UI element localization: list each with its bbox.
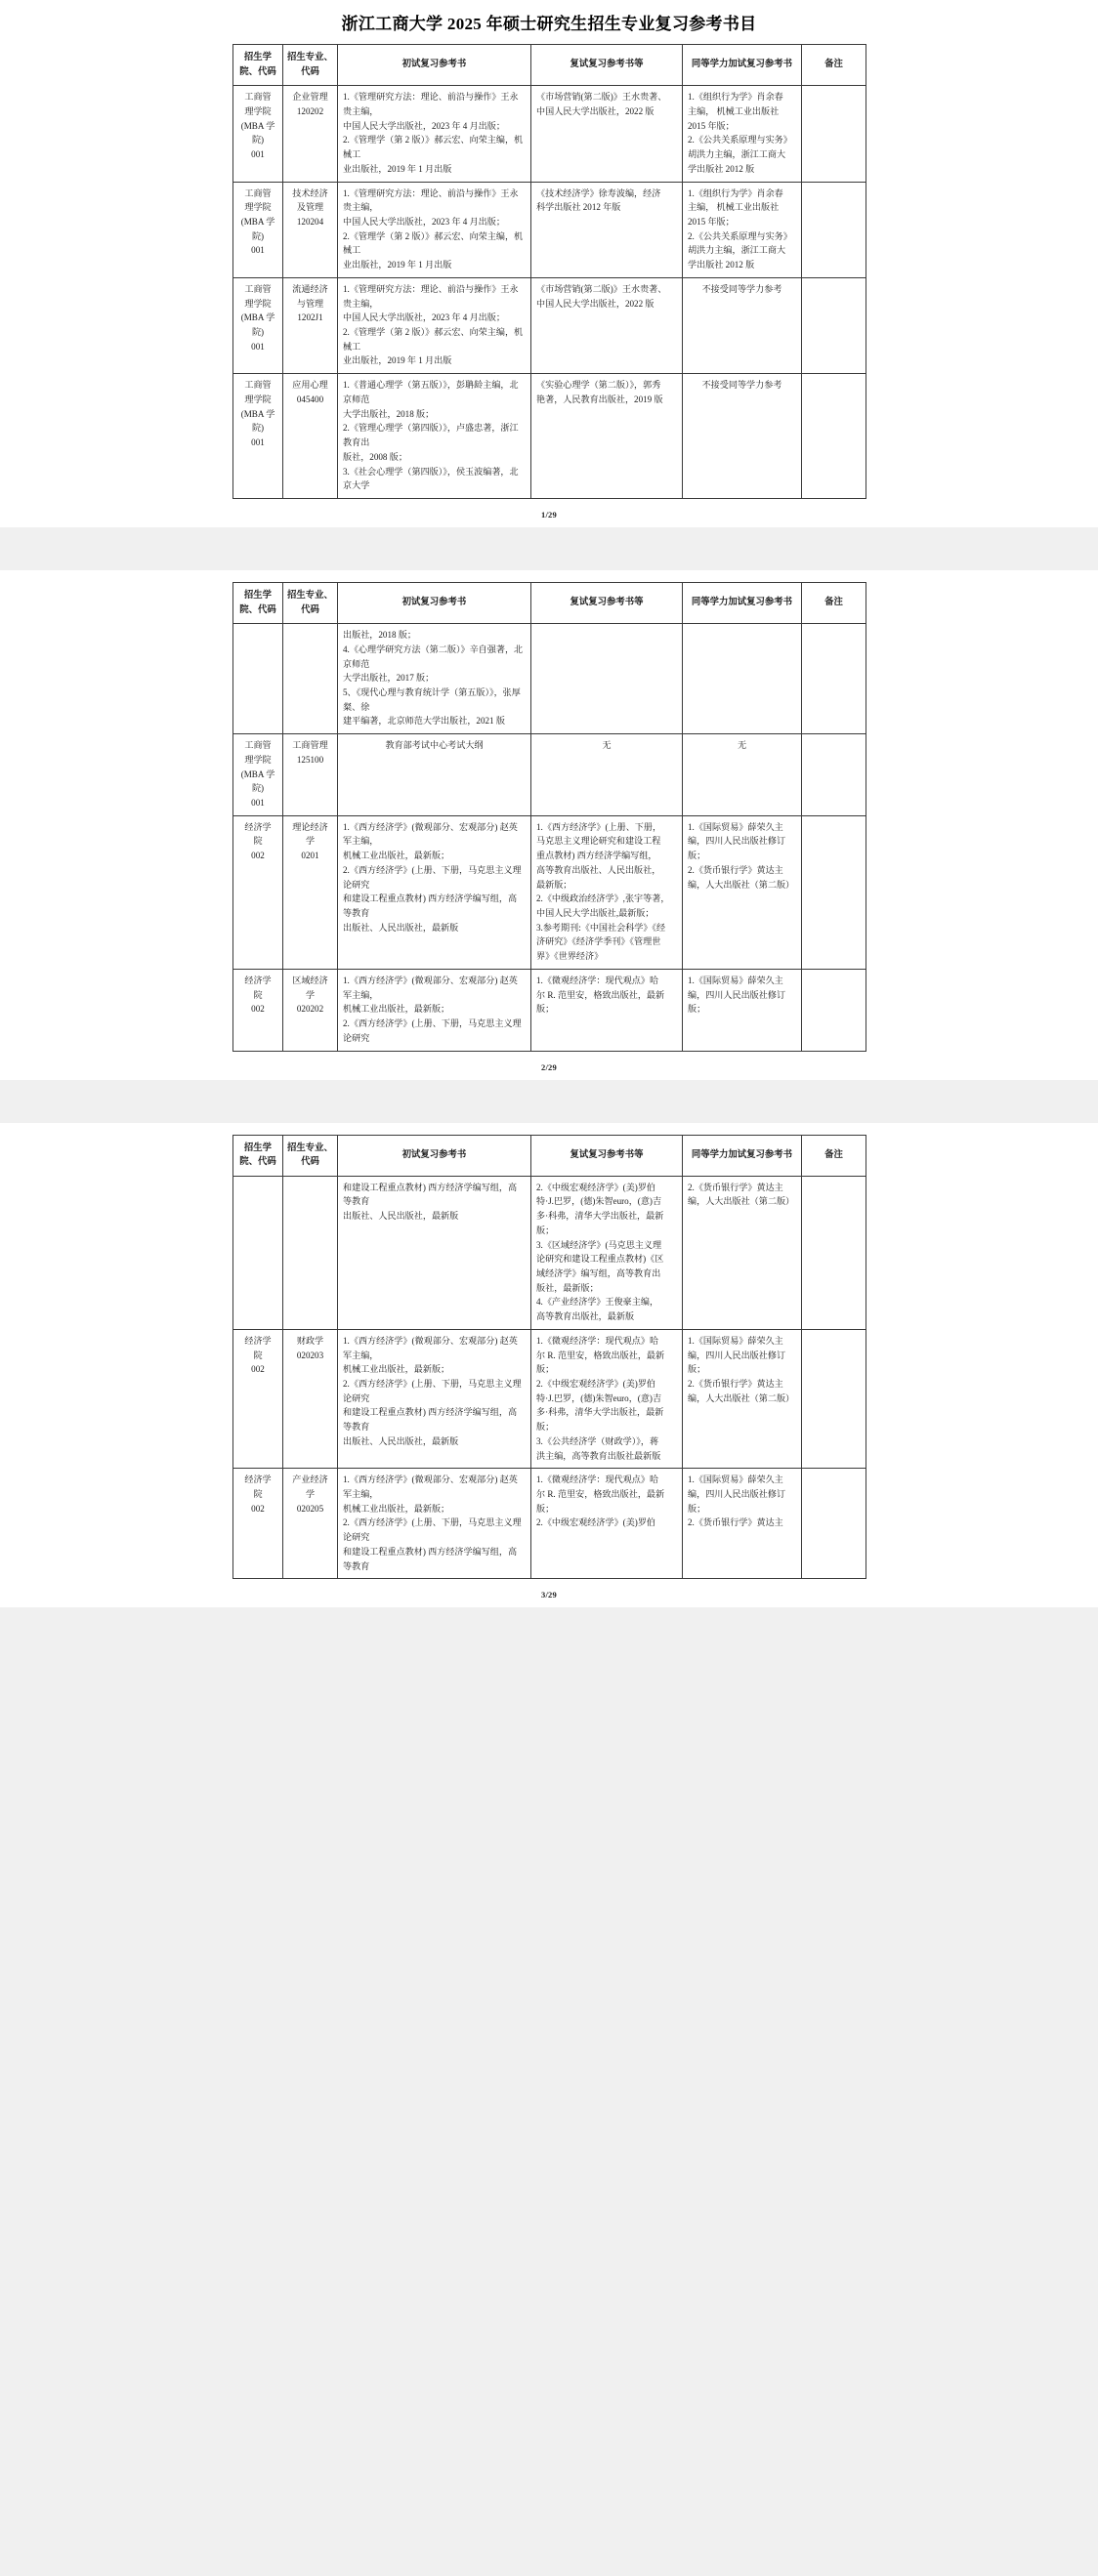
cell-line: 洪主编，高等教育出版社最新版 xyxy=(536,1450,661,1461)
cell-line: 特·J.巴罗，(德)朱智euro，(意)吉 xyxy=(536,1196,662,1207)
cell-college xyxy=(233,86,283,182)
cell-line: 001 xyxy=(251,341,265,352)
cell-line: 主编， 机械工业出版社 xyxy=(688,202,780,213)
cell-line: 不接受同等学力参考 xyxy=(701,283,782,294)
cell-line: 1.《西方经济学》(微观部分、宏观部分) 赵英军主编， xyxy=(343,821,518,847)
cell-line: 工商管 xyxy=(244,187,272,198)
cell-line: 中国人民大学出版社，2022 版 xyxy=(536,105,655,116)
cell-line: 2.《管理学（第 2 版）》郝云宏、向荣主编，机械工 xyxy=(343,135,524,160)
cell-major xyxy=(283,86,338,182)
cell-line: 002 xyxy=(251,1364,265,1375)
cell-line: 编，人大出版社（第二版） xyxy=(688,1392,795,1403)
cell-line: 理学院 xyxy=(244,105,272,116)
cell-exam1-books xyxy=(338,86,531,182)
document-page xyxy=(0,0,1098,527)
cell-equivalent-books xyxy=(683,182,802,277)
cell-note xyxy=(802,1329,866,1468)
cell-line: 重点教材) 西方经济学编写组， xyxy=(536,851,657,861)
header-note: 备注 xyxy=(802,45,866,86)
cell-line: 机械工业出版社，最新版； xyxy=(343,1004,450,1015)
cell-line: 版； xyxy=(536,1004,555,1015)
cell-line: 001 xyxy=(251,149,265,160)
page-number: 1/29 xyxy=(541,509,557,519)
header-exam1: 初试复习参考书 xyxy=(338,1135,531,1176)
cell-line: 尔 R. 范里安，格致出版社，最新 xyxy=(536,1350,665,1360)
cell-line: 应用心理 xyxy=(292,380,328,391)
cell-line: 业出版社，2019 年 1 月出版 xyxy=(343,163,452,174)
cell-line: 经济学 xyxy=(244,1475,272,1485)
cell-line: 产业经济 xyxy=(292,1475,328,1485)
header-major: 招生专业、 代码 xyxy=(283,1135,338,1176)
cell-line: 尔 R. 范里安，格致出版社，最新 xyxy=(536,989,665,1000)
cell-line: 版； xyxy=(688,1004,706,1015)
cell-exam1-books xyxy=(338,1176,531,1329)
cell-line: 理学院 xyxy=(244,394,272,404)
cell-line: 020205 xyxy=(296,1503,324,1514)
cell-line: 版； xyxy=(536,1225,555,1235)
table-row xyxy=(233,624,866,734)
cell-line: 域经济学》编写组，高等教育出 xyxy=(536,1267,661,1278)
cell-line: 建平编著，北京师范大学出版社，2021 版 xyxy=(343,716,505,727)
cell-line: 院) xyxy=(251,230,265,241)
cell-line: 和建设工程重点教材) 西方经济学编写组，高等教育 xyxy=(343,893,518,919)
cell-major xyxy=(283,277,338,373)
header-major: 招生专业、 代码 xyxy=(283,45,338,86)
cell-line: (MBA 学 xyxy=(240,120,275,131)
cell-line: 理学院 xyxy=(244,202,272,213)
cell-line: 中国人民大学出版社，2023 年 4 月出版； xyxy=(343,217,505,227)
cell-line: 企业管理 xyxy=(292,92,328,103)
cell-line: 3.《社会心理学（第四版）》，侯玉波编著，北京大学 xyxy=(343,466,519,491)
cell-line: 学 xyxy=(305,836,316,847)
cell-exam1-books xyxy=(338,182,531,277)
cell-line: 版； xyxy=(688,1503,706,1514)
table-row xyxy=(233,815,866,969)
cell-note xyxy=(802,969,866,1051)
cell-line: 1.《组织行为学》肖余春 xyxy=(688,92,783,103)
cell-line: 1.《微观经济学：现代观点》哈 xyxy=(536,975,659,985)
cell-exam1-books xyxy=(338,1329,531,1468)
cell-line: 与管理 xyxy=(296,298,324,309)
cell-exam1-books xyxy=(338,969,531,1051)
cell-line: 1.《西方经济学》(上册、下册， xyxy=(536,821,662,832)
document-page xyxy=(0,570,1098,1080)
cell-line: 2.《西方经济学》(上册、下册，马克思主义理论研究 xyxy=(343,1379,522,1403)
cell-line: 无 xyxy=(602,740,612,751)
cell-note xyxy=(802,734,866,816)
cell-line: 版； xyxy=(688,851,706,861)
table-row xyxy=(233,277,866,373)
cell-line: 编，四川人民出版社修订 xyxy=(688,1350,786,1360)
cell-line: 和建设工程重点教材) 西方经济学编写组，高等教育 xyxy=(343,1182,518,1207)
cell-line: 001 xyxy=(251,798,265,808)
cell-line: 中国人民大学出版社，2022 版 xyxy=(536,298,655,309)
cell-exam1-books xyxy=(338,734,531,816)
cell-line: (MBA 学 xyxy=(240,217,275,227)
cell-line: 《技术经济学》徐寿波编，经济 xyxy=(536,187,661,198)
cell-equivalent-books xyxy=(683,969,802,1051)
table-row xyxy=(233,969,866,1051)
cell-line: 机械工业出版社，最新版； xyxy=(343,1364,450,1375)
header-college: 招生学 院、代码 xyxy=(233,1135,283,1176)
cell-exam1-books xyxy=(338,815,531,969)
cell-major xyxy=(283,1469,338,1579)
cell-line: 2.《公共关系原理与实务》 xyxy=(688,135,792,145)
header-college: 招生学 院、代码 xyxy=(233,45,283,86)
cell-line: 中国人民大学出版社,最新版； xyxy=(536,908,655,919)
cell-line: 1202J1 xyxy=(297,312,323,323)
cell-line: 业出版社，2019 年 1 月出版 xyxy=(343,355,452,366)
cell-line: 002 xyxy=(251,1004,265,1015)
header-exam2: 复试复习参考书等 xyxy=(531,45,683,86)
cell-line: 120204 xyxy=(296,217,324,227)
table-header-row xyxy=(233,45,866,86)
cell-exam2-books xyxy=(531,734,683,816)
cell-exam2-books xyxy=(531,969,683,1051)
reference-book-table xyxy=(232,1135,866,1580)
cell-line: 流通经济 xyxy=(292,283,328,294)
cell-note xyxy=(802,86,866,182)
cell-exam2-books xyxy=(531,1176,683,1329)
cell-major xyxy=(283,1329,338,1468)
header-exam2: 复试复习参考书等 xyxy=(531,582,683,623)
cell-line: 工商管理 xyxy=(292,740,328,751)
cell-line: 2015 年版； xyxy=(688,120,735,131)
cell-exam2-books xyxy=(531,86,683,182)
cell-line: 020202 xyxy=(296,1004,324,1015)
cell-note xyxy=(802,1469,866,1579)
cell-line: 院) xyxy=(251,423,265,434)
page-content xyxy=(232,14,866,519)
cell-line: 2.《货币银行学》黄达主 xyxy=(688,864,783,875)
cell-line: 尔 R. 范里安，格致出版社，最新 xyxy=(536,1489,665,1500)
cell-line: 特·J.巴罗，(德)朱智euro，(意)吉 xyxy=(536,1392,662,1403)
cell-line: 1.《组织行为学》肖余春 xyxy=(688,187,783,198)
header-exam1: 初试复习参考书 xyxy=(338,45,531,86)
cell-line: 工商管 xyxy=(244,380,272,391)
cell-college xyxy=(233,734,283,816)
cell-line: 1.《国际贸易》薛荣久主 xyxy=(688,1475,783,1485)
cell-line: 2.《西方经济学》(上册、下册，马克思主义理论研究 xyxy=(343,1018,522,1043)
cell-line: 2.《西方经济学》(上册、下册，马克思主义理论研究 xyxy=(343,864,522,890)
cell-line: 001 xyxy=(251,437,265,448)
cell-line: 院) xyxy=(251,327,265,338)
cell-line: 1.《管理研究方法：理论、前沿与操作》王永贵主编， xyxy=(343,283,519,309)
header-note: 备注 xyxy=(802,582,866,623)
cell-exam2-books xyxy=(531,277,683,373)
cell-line: 125100 xyxy=(296,754,324,765)
cell-line: 1.《国际贸易》薛荣久主 xyxy=(688,975,783,985)
cell-equivalent-books xyxy=(683,1329,802,1468)
cell-line: 4.《产业经济学》王俊豪主编， xyxy=(536,1297,659,1308)
cell-exam2-books xyxy=(531,1329,683,1468)
table-row xyxy=(233,1469,866,1579)
cell-line: 3.《区域经济学》(马克思主义理 xyxy=(536,1239,662,1250)
cell-line: 学 xyxy=(305,1489,316,1500)
cell-line: 2015 年版； xyxy=(688,217,735,227)
cell-line: 经济学 xyxy=(244,821,272,832)
cell-college xyxy=(233,277,283,373)
cell-line: 0201 xyxy=(301,851,319,861)
cell-line: 《实验心理学（第二版）》，郭秀 xyxy=(536,380,661,391)
cell-line: 财政学 xyxy=(296,1335,324,1346)
cell-equivalent-books xyxy=(683,277,802,373)
cell-major xyxy=(283,1176,338,1329)
table-row xyxy=(233,1176,866,1329)
cell-major xyxy=(283,734,338,816)
cell-line: 机械工业出版社，最新版； xyxy=(343,1503,450,1514)
cell-note xyxy=(802,374,866,499)
cell-equivalent-books xyxy=(683,734,802,816)
page-content xyxy=(232,578,866,1072)
cell-line: 《市场营销(第二版)》王水贵著、 xyxy=(536,92,667,103)
cell-college xyxy=(233,815,283,969)
cell-major xyxy=(283,374,338,499)
cell-line: 主编， 机械工业出版社 xyxy=(688,105,780,116)
cell-exam2-books xyxy=(531,182,683,277)
reference-book-table xyxy=(232,44,866,499)
cell-line: 无 xyxy=(737,740,747,751)
cell-line: 技术经济 xyxy=(292,187,328,198)
page-number: 3/29 xyxy=(541,1590,557,1600)
cell-line: 2.《公共关系原理与实务》 xyxy=(688,230,792,241)
cell-line: 编，四川人民出版社修订 xyxy=(688,1489,786,1500)
header-note: 备注 xyxy=(802,1135,866,1176)
table-row xyxy=(233,182,866,277)
header-major: 招生专业、 代码 xyxy=(283,582,338,623)
cell-college xyxy=(233,624,283,734)
cell-line: 版； xyxy=(536,1422,555,1433)
header-college: 招生学 院、代码 xyxy=(233,582,283,623)
cell-line: 2.《中级宏观经济学》(美)罗伯 xyxy=(536,1517,656,1528)
cell-line: 中国人民大学出版社，2023 年 4 月出版； xyxy=(343,120,505,131)
cell-line: 出版社、人民出版社，最新版 xyxy=(343,922,459,933)
cell-line: 院) xyxy=(251,135,265,145)
cell-line: 1.《管理研究方法：理论、前沿与操作》王永贵主编， xyxy=(343,92,519,116)
cell-line: 002 xyxy=(251,1503,265,1514)
cell-note xyxy=(802,624,866,734)
cell-note xyxy=(802,1176,866,1329)
cell-line: 2.《中级政治经济学》,张宇等著， xyxy=(536,893,670,904)
cell-line: 教育部考试中心考试大纲 xyxy=(385,740,484,751)
cell-line: 理学院 xyxy=(244,298,272,309)
cell-exam2-books xyxy=(531,1469,683,1579)
cell-line: 2.《管理学（第 2 版）》郝云宏、向荣主编，机械工 xyxy=(343,327,524,352)
cell-line: 1.《西方经济学》(微观部分、宏观部分) 赵英军主编， xyxy=(343,1335,518,1360)
cell-line: 工商管 xyxy=(244,283,272,294)
table-row xyxy=(233,86,866,182)
cell-equivalent-books xyxy=(683,1176,802,1329)
cell-line: 院 xyxy=(253,1489,263,1500)
cell-line: 2.《中级宏观经济学》(美)罗伯 xyxy=(536,1182,656,1192)
cell-line: 1.《管理研究方法：理论、前沿与操作》王永贵主编， xyxy=(343,187,519,213)
cell-line: 多·科弗，清华大学出版社，最新 xyxy=(536,1407,664,1418)
cell-major xyxy=(283,969,338,1051)
cell-line: 编，人大出版社（第二版） xyxy=(688,879,795,890)
cell-line: 大学出版社，2017 版； xyxy=(343,673,435,684)
cell-line: 工商管 xyxy=(244,92,272,103)
cell-exam2-books xyxy=(531,624,683,734)
cell-line: 院 xyxy=(253,989,263,1000)
cell-line: 院 xyxy=(253,836,263,847)
cell-line: 版社，最新版； xyxy=(536,1282,599,1293)
cell-line: 出版社、人民出版社，最新版 xyxy=(343,1435,459,1446)
page-number: 2/29 xyxy=(541,1061,557,1072)
cell-line: 4.《心理学研究方法（第二版）》辛自强著，北京师范 xyxy=(343,644,524,669)
cell-line: 艳著，人民教育出版社，2019 版 xyxy=(536,394,663,404)
cell-line: 2.《货币银行学》黄达主 xyxy=(688,1379,783,1389)
cell-line: 2.《管理心理学（第四版）》，卢盛忠著，浙江教育出 xyxy=(343,423,519,448)
cell-exam1-books xyxy=(338,277,531,373)
cell-line: 中国人民大学出版社，2023 年 4 月出版； xyxy=(343,312,505,323)
cell-line: 经济学 xyxy=(244,975,272,985)
cell-line: 编，人大出版社（第二版） xyxy=(688,1196,795,1207)
cell-line: 2.《货币银行学》黄达主 xyxy=(688,1517,783,1528)
cell-line: 1.《国际贸易》薛荣久主 xyxy=(688,821,783,832)
cell-line: 编，四川人民出版社修订 xyxy=(688,836,786,847)
cell-line: 1.《微观经济学：现代观点》哈 xyxy=(536,1475,659,1485)
cell-line: (MBA 学 xyxy=(240,312,275,323)
cell-line: 045400 xyxy=(296,394,324,404)
cell-line: 业出版社，2019 年 1 月出版 xyxy=(343,260,452,270)
cell-line: 院) xyxy=(251,783,265,794)
cell-line: 020203 xyxy=(296,1350,324,1360)
cell-line: 最新版； xyxy=(536,879,572,890)
cell-line: 理学院 xyxy=(244,754,272,765)
cell-equivalent-books xyxy=(683,1469,802,1579)
page-content xyxy=(232,1131,866,1600)
cell-line: 2.《西方经济学》(上册、下册，马克思主义理论研究 xyxy=(343,1517,522,1543)
cell-line: 大学出版社，2018 版； xyxy=(343,408,435,419)
cell-line: 出版社、人民出版社，最新版 xyxy=(343,1211,459,1222)
cell-line: 和建设工程重点教材) 西方经济学编写组，高等教育 xyxy=(343,1546,518,1571)
cell-line: 1.《西方经济学》(微观部分、宏观部分) 赵英军主编， xyxy=(343,1475,518,1500)
cell-college xyxy=(233,1176,283,1329)
cell-line: 和建设工程重点教材) 西方经济学编写组，高等教育 xyxy=(343,1407,518,1433)
cell-line: 版； xyxy=(536,1364,555,1375)
cell-college xyxy=(233,969,283,1051)
cell-line: (MBA 学 xyxy=(240,769,275,779)
cell-exam1-books xyxy=(338,1469,531,1579)
cell-line: 济研究》《经济学季刊》《管理世 xyxy=(536,936,661,947)
header-exam1: 初试复习参考书 xyxy=(338,582,531,623)
cell-line: 学出版社 2012 版 xyxy=(688,163,755,174)
cell-major xyxy=(283,182,338,277)
cell-line: 3.参考期刊:《中国社会科学》《经 xyxy=(536,922,666,933)
cell-note xyxy=(802,815,866,969)
cell-line: 高等教育出版社、人民出版社， xyxy=(536,864,661,875)
cell-line: 2.《管理学（第 2 版）》郝云宏、向荣主编，机械工 xyxy=(343,230,524,256)
cell-line: 工商管 xyxy=(244,740,272,751)
cell-line: 胡洪力主编，浙江工商大 xyxy=(688,149,786,160)
cell-line: 理论经济 xyxy=(292,821,328,832)
table-row xyxy=(233,374,866,499)
cell-line: 版社，2008 版； xyxy=(343,451,407,462)
header-exam2: 复试复习参考书等 xyxy=(531,1135,683,1176)
cell-line: 高等教育出版社，最新版 xyxy=(536,1311,635,1322)
cell-line: 论研究和建设工程重点教材)《区 xyxy=(536,1254,664,1265)
cell-line: 《市场营销(第二版)》王水贵著、 xyxy=(536,283,667,294)
cell-line: 3.《公共经济学（财政学）》，蒋 xyxy=(536,1435,659,1446)
cell-line: 机械工业出版社，最新版； xyxy=(343,851,450,861)
cell-line: 多·科弗，清华大学出版社，最新 xyxy=(536,1211,664,1222)
cell-line: 及管理 xyxy=(296,202,324,213)
cell-line: 1.《普通心理学（第五版）》，彭聃龄主编，北京师范 xyxy=(343,380,519,404)
cell-line: 不接受同等学力参考 xyxy=(701,380,782,391)
cell-college xyxy=(233,374,283,499)
cell-line: 区域经济 xyxy=(292,975,328,985)
table-row xyxy=(233,734,866,816)
cell-major xyxy=(283,624,338,734)
cell-equivalent-books xyxy=(683,815,802,969)
cell-equivalent-books xyxy=(683,624,802,734)
cell-line: 界》《世界经济》 xyxy=(536,951,604,962)
table-row xyxy=(233,1329,866,1468)
cell-line: 学出版社 2012 版 xyxy=(688,260,755,270)
cell-exam2-books xyxy=(531,374,683,499)
cell-line: 编，四川人民出版社修订 xyxy=(688,989,786,1000)
cell-line: (MBA 学 xyxy=(240,408,275,419)
header-equiv: 同等学力加试复习参考书 xyxy=(683,45,802,86)
cell-exam1-books xyxy=(338,374,531,499)
cell-exam1-books xyxy=(338,624,531,734)
cell-college xyxy=(233,1469,283,1579)
cell-line: 120202 xyxy=(296,105,324,116)
table-header-row xyxy=(233,582,866,623)
cell-exam2-books xyxy=(531,815,683,969)
reference-book-table xyxy=(232,582,866,1052)
cell-line: 2.《中级宏观经济学》(美)罗伯 xyxy=(536,1379,656,1389)
cell-note xyxy=(802,182,866,277)
header-equiv: 同等学力加试复习参考书 xyxy=(683,1135,802,1176)
cell-line: 学 xyxy=(305,989,316,1000)
cell-line: 出版社，2018 版； xyxy=(343,630,417,641)
page-title: 浙江工商大学 2025 年硕士研究生招生专业复习参考书目 xyxy=(341,15,757,33)
cell-line: 1.《微观经济学：现代观点》哈 xyxy=(536,1335,659,1346)
cell-line: 1.《西方经济学》(微观部分、宏观部分) 赵英军主编， xyxy=(343,975,518,1000)
cell-line: 1.《国际贸易》薛荣久主 xyxy=(688,1335,783,1346)
cell-line: 马克思主义理论研究和建设工程 xyxy=(536,836,661,847)
table-header-row xyxy=(233,1135,866,1176)
cell-line: 经济学 xyxy=(244,1335,272,1346)
cell-college xyxy=(233,1329,283,1468)
cell-line: 版； xyxy=(688,1364,706,1375)
cell-major xyxy=(283,815,338,969)
cell-line: 科学出版社 2012 年版 xyxy=(536,202,621,213)
cell-line: 胡洪力主编，浙江工商大 xyxy=(688,245,786,256)
cell-equivalent-books xyxy=(683,374,802,499)
cell-college xyxy=(233,182,283,277)
cell-note xyxy=(802,277,866,373)
cell-line: 院 xyxy=(253,1350,263,1360)
cell-line: 002 xyxy=(251,851,265,861)
cell-line: 001 xyxy=(251,245,265,256)
header-equiv: 同等学力加试复习参考书 xyxy=(683,582,802,623)
cell-line: 5、《现代心理与教育统计学（第五版）》，张厚粲、徐 xyxy=(343,686,521,712)
cell-line: 2.《货币银行学》黄达主 xyxy=(688,1182,783,1192)
cell-line: 版； xyxy=(536,1503,555,1514)
cell-equivalent-books xyxy=(683,86,802,182)
document-page xyxy=(0,1123,1098,1608)
